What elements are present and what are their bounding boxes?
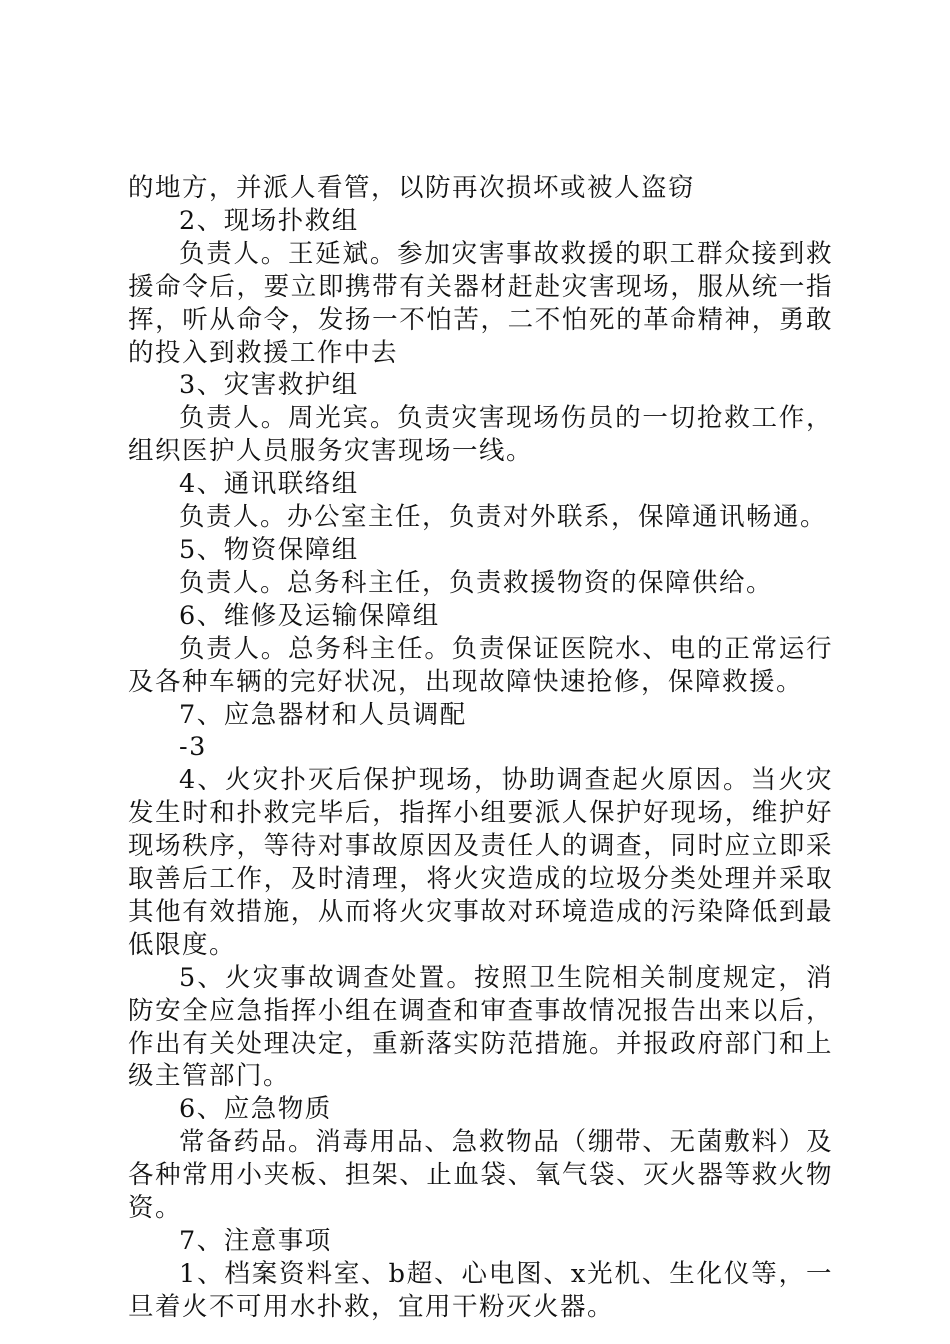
paragraph-0: 的地方，并派人看管，以防再次损坏或被人盗窃: [128, 173, 696, 203]
paragraph-16: 常备药品。消毒用品、急救物品（绷带、无菌敷料）及各种常用小夹板、担架、止血袋、氧气袋、灭火器等救火物资。: [128, 1127, 833, 1224]
heading-9: 6、维修及运输保障组: [179, 600, 440, 631]
heading-5: 4、通讯联络组: [179, 469, 359, 500]
heading-7: 5、物资保障组: [179, 534, 359, 565]
heading-11: 7、应急器材和人员调配: [179, 699, 467, 730]
paragraph-2: 负责人。王延斌。参加灾害事故救援的职工群众接到救援命令后，要立即携带有关器材赶赴灾害现场，服从统一指挥，听从命令，发扬一不怕苦，二不怕死的革命精神，勇敢的投入到救援工作中去: [128, 238, 833, 368]
paragraph-6: 负责人。办公室主任，负责对外联系，保障通讯畅通。: [179, 502, 828, 533]
paragraph-18: 1、档案资料室、b超、心电图、x光机、生化仪等，一旦着火不可用水扑救，宜用干粉灭火器。: [128, 1258, 833, 1322]
heading-2: 2、现场扑救组: [179, 205, 359, 236]
heading-3: 3、灾害救护组: [179, 370, 359, 401]
paragraph-14: 5、火灾事故调查处置。按照卫生院相关制度规定，消防安全应急指挥小组在调查和审查事故情况报告出来以后，作出有关处理决定，重新落实防范措施。并报政府部门和上级主管部门。: [128, 962, 833, 1092]
paragraph-10: 负责人。总务科主任。负责保证医院水、电的正常运行及各种车辆的完好状况，出现故障快速抢修，保障救援。: [128, 633, 833, 697]
page-marker: -3: [179, 732, 207, 763]
document-page: [128, 172, 833, 1324]
paragraph-4: 负责人。周光宾。负责灾害现场伤员的一切抢救工作，组织医护人员服务灾害现场一线。: [128, 403, 833, 467]
paragraph-8: 负责人。总务科主任，负责救援物资的保障供给。: [179, 567, 774, 598]
heading-15: 6、应急物质: [179, 1094, 332, 1125]
paragraph-13: 4、火灾扑灭后保护现场，协助调查起火原因。当火灾发生时和扑救完毕后，指挥小组要派人保护好现场，维护好现场秩序，等待对事故原因及责任人的调查，同时应立即采取善后工作，及时清理，将火灾造成的垃圾分类处理并采取其他有效措施，从而将火灾事故对环境造成的污染降低到最低限度。: [128, 765, 833, 960]
heading-17: 7、注意事项: [179, 1226, 332, 1256]
